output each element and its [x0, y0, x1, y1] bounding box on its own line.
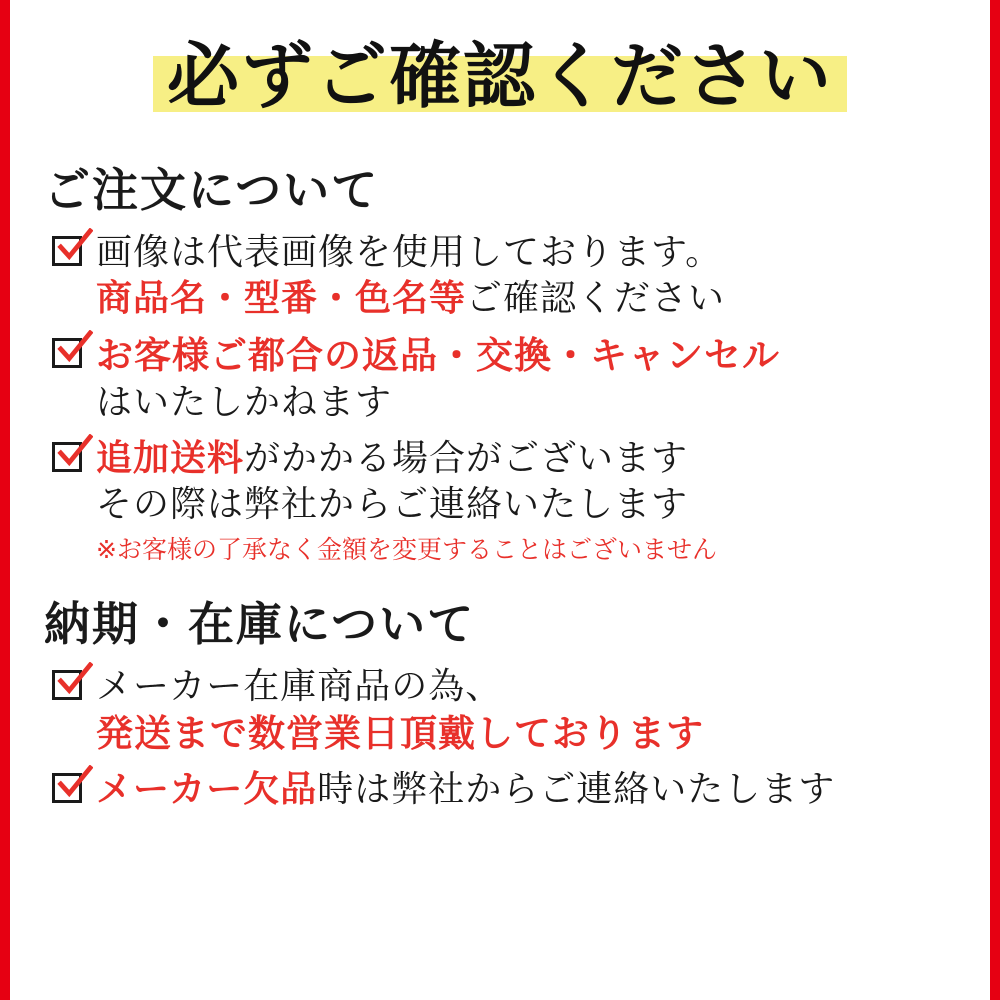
section-delivery — [10, 588, 990, 814]
line-span-red: 追加送料 — [96, 437, 245, 479]
checkbox-checked-icon — [52, 668, 88, 704]
line-span: メーカー在庫商品の為、 — [96, 665, 503, 707]
list-item — [52, 664, 990, 757]
item-text — [96, 332, 990, 425]
notice-content — [10, 0, 990, 1000]
checkbox-checked-icon — [52, 234, 88, 270]
item-line — [96, 380, 990, 426]
item-line — [96, 436, 990, 482]
list-item — [52, 230, 990, 322]
item-line — [96, 767, 990, 813]
title-text: 必ずご確認ください — [166, 34, 833, 118]
line-span: ご確認ください — [466, 278, 726, 320]
title-area — [10, 34, 990, 144]
section-heading-order: ご注文について — [44, 163, 380, 217]
line-span-red: お客様ご都合の返品・交換・キャンセル — [96, 334, 780, 378]
line-span: その際は弊社からご連絡いたします — [96, 483, 689, 525]
left-red-bar — [0, 0, 10, 1000]
right-red-bar — [990, 0, 1000, 1000]
checkbox-checked-icon — [52, 336, 88, 372]
item-line — [96, 332, 990, 379]
item-line — [96, 230, 990, 276]
section-heading-delivery: 納期・在庫について — [44, 596, 476, 651]
item-line — [96, 482, 990, 528]
page-title — [153, 34, 847, 122]
section-order — [10, 154, 990, 566]
item-line — [96, 710, 990, 757]
line-span: 時は弊社からご連絡いたします — [317, 769, 836, 811]
line-span-red: 発送まで数営業日頂戴しております — [96, 711, 704, 755]
item-note: ※お客様の了承なく金額を変更することはございません — [96, 534, 717, 564]
item-text — [96, 767, 990, 813]
item-text — [96, 664, 990, 757]
item-line — [96, 664, 990, 710]
list-item — [52, 767, 990, 813]
line-span: がかかる場合がございます — [244, 437, 689, 479]
line-span: はいたしかねます — [96, 381, 393, 423]
item-text — [96, 436, 990, 566]
checkbox-checked-icon — [52, 440, 88, 476]
list-item — [52, 332, 990, 425]
line-span-red: メーカー欠品 — [96, 769, 318, 811]
list-item — [52, 436, 990, 566]
item-text — [96, 230, 990, 322]
checkbox-checked-icon — [52, 771, 88, 807]
line-span-red: 商品名・型番・色名等 — [96, 278, 467, 320]
line-span: 画像は代表画像を使用しております。 — [96, 232, 723, 273]
item-line — [96, 276, 990, 322]
